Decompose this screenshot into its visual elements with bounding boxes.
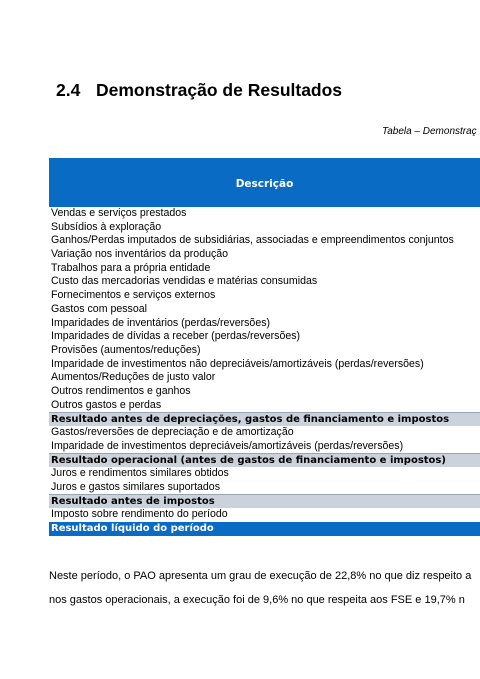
table-row: Gastos com pessoal bbox=[51, 302, 147, 315]
table-row: Juros e rendimentos similares obtidos bbox=[51, 467, 229, 480]
table-subtotal-row: Resultado operacional (antes de gastos de financiamento e impostos) bbox=[49, 453, 480, 467]
table-caption: Tabela – Demonstraç bbox=[382, 126, 477, 137]
table-row: Custo das mercadorias vendidas e matérias consumidas bbox=[51, 275, 318, 288]
table-row: Vendas e serviços prestados bbox=[51, 207, 187, 219]
table-row: Imparidade de investimentos depreciáveis/amortizáveis (perdas/reversões) bbox=[51, 439, 404, 452]
table-row: Gastos/reversões de depreciação e de amortização bbox=[51, 426, 294, 438]
table-row: Fornecimentos e serviços externos bbox=[51, 289, 216, 302]
table-subtotal-row: Resultado antes de impostos bbox=[49, 494, 480, 508]
section-title: Demonstração de Resultados bbox=[96, 80, 343, 100]
section-heading bbox=[56, 80, 342, 101]
table-row: Subsídios à exploração bbox=[51, 220, 162, 233]
table-body bbox=[49, 207, 480, 536]
table-row: Aumentos/Reduções de justo valor bbox=[51, 371, 216, 384]
table-row: Trabalhos para a própria entidade bbox=[51, 261, 211, 274]
table-row: Outros gastos e perdas bbox=[51, 398, 162, 411]
table-total-row: Resultado líquido do período bbox=[49, 522, 480, 536]
table-row: Provisões (aumentos/reduções) bbox=[51, 343, 201, 356]
header-description: Descrição bbox=[235, 177, 294, 190]
paragraph-line-2: nos gastos operacionais, a execução foi de 9,6% no que respeita aos FSE e 19,7% n bbox=[49, 594, 465, 606]
section-number: 2.4 bbox=[56, 80, 81, 100]
paragraph-line-1: Neste período, o PAO apresenta um grau de execução de 22,8% no que diz respeito a bbox=[49, 570, 472, 582]
table-row: Juros e gastos similares suportados bbox=[51, 480, 220, 493]
table-row: Imparidades de inventários (perdas/reversões) bbox=[51, 316, 271, 329]
income-statement-table bbox=[49, 158, 480, 536]
table-row: Imparidade de investimentos não depreciáveis/amortizáveis (perdas/reversões) bbox=[51, 357, 424, 370]
table-row: Ganhos/Perdas imputados de subsidiárias, associadas e empreendimentos conjuntos bbox=[51, 234, 454, 247]
table-row: Variação nos inventários da produção bbox=[51, 248, 229, 261]
table-subtotal-row: Resultado antes de depreciações, gastos de financiamento e impostos bbox=[49, 412, 480, 426]
table-header bbox=[49, 158, 480, 207]
table-row: Outros rendimentos e ganhos bbox=[51, 384, 191, 397]
table-row: Imparidades de dívidas a receber (perdas/reversões) bbox=[51, 330, 301, 343]
table-row: Imposto sobre rendimento do período bbox=[51, 508, 228, 521]
